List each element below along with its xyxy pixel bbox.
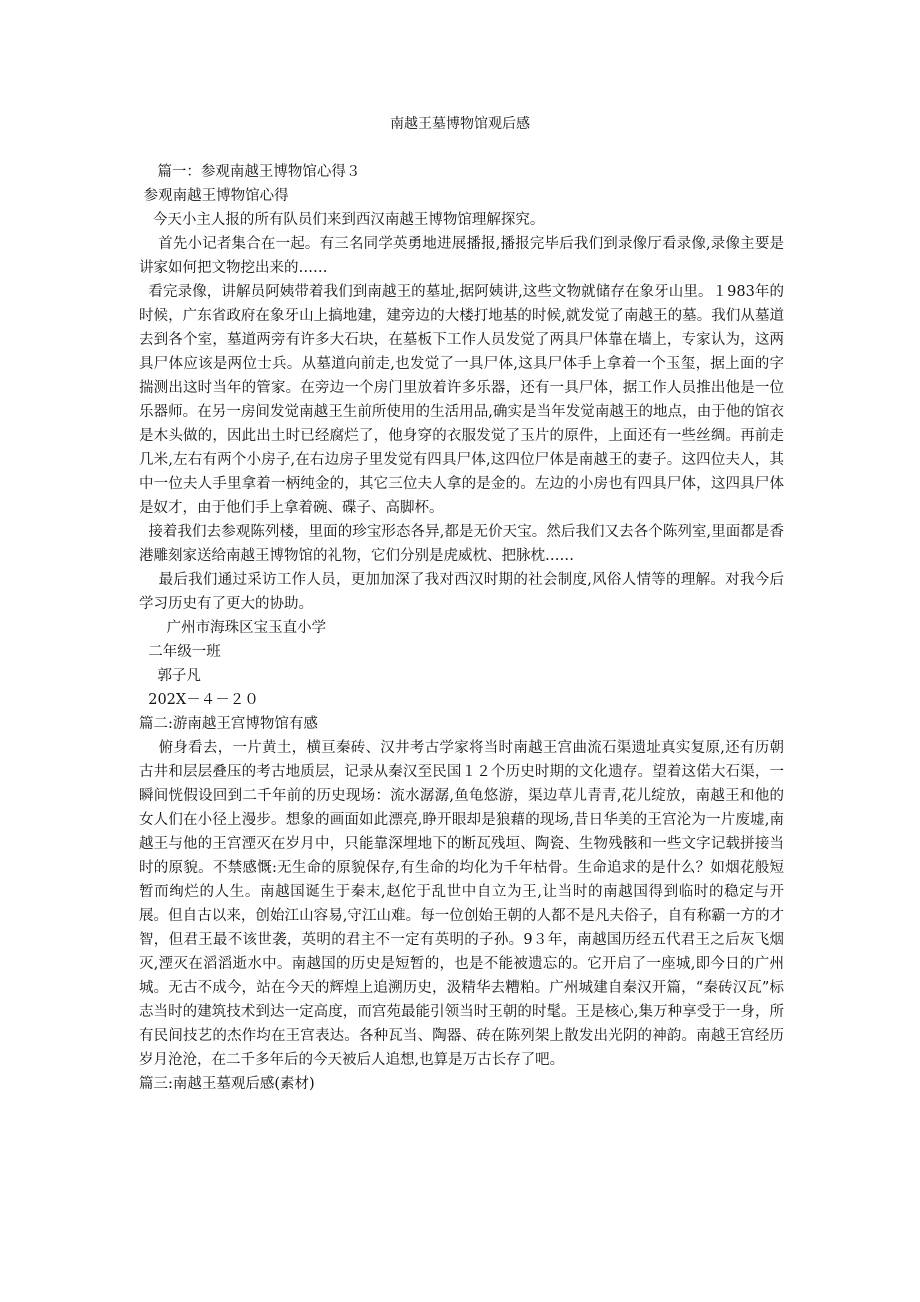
document-body [139,160,784,1096]
paragraph: 今天小主人报的所有队员们来到西汉南越王博物馆理解探究。 [139,212,545,228]
section-heading: 篇三:南越王墓观后感(素材) [139,1076,315,1092]
paragraph: 看完录像，讲解员阿姨带着我们到南越王的墓址,据阿姨讲,这些文物就储存在象牙山里。１983年的时候，广东省政府在象牙山上搞地建，建旁边的大楼打地基的时候,就发觉了南越王的墓。我们从墓道去到各个室，墓道两旁有许多大石块，在墓板下工作人员发觉了两具尸体靠在墙上，专家认为，这两具尸体应该是两位士兵。从墓道向前走,也发觉了一具尸体,这具尸体手上拿着一个玉玺，据上面的字揣测出这时当年的管家。在旁边一个房门里放着许多乐器，还有一具尸体，据工作人员推出他是一位乐器师。在另一房间发觉南越王生前所使用的生活用品,确实是当年发觉南越王的地点，由于他的馆衣是木头做的，因此出土时已经腐烂了，他身穿的衣服发觉了玉片的原件，上面还有一些丝绸。再前走几米,左右有两个小房子,在右边房子里发觉有四具尸体,这四位尸体是南越王的妻子。这四位夫人，其中一位夫人手里拿着一柄纯金的，其它三位夫人拿的是金的。左边的小房也有四具尸体，这四具尸体是奴才，由于他们手上拿着碗、碟子、高脚杯。 [139,284,785,516]
signature-date: 202X－４－２０ [139,692,259,708]
section-heading: 篇二:游南越王宫博物馆有感 [139,716,318,732]
subheading: 参观南越王博物馆心得 [139,188,289,204]
signature-name: 郭子凡 [139,668,201,684]
paragraph: 接着我们去参观陈列楼，里面的珍宝形态各异,都是无价天宝。然后我们又去各个陈列室,里面都是香港雕刻家送给南越王博物馆的礼物，它们分别是虎威枕、把脉枕…… [139,524,785,564]
paragraph: 俯身看去，一片黄土，横亘秦砖、汉井考古学家将当时南越王宫曲流石渠遗址真实复原,还有历朝古井和层层叠压的考古地质层，记录从秦汉至民国１２个历史时期的文化遗存。望着这偌大石渠，一瞬间恍假设回到二千年前的历史现场：流水潺潺,鱼龟悠游，渠边草儿青青,花儿绽放，南越王和他的女人们在小径上漫步。想象的画面如此漂亮,睁开眼却是狼藉的现场,昔日华美的王宫沦为一片废墟,南越王与他的王宫湮灭在岁月中，只能靠深埋地下的断瓦残垣、陶瓷、生物残骸和一些文字记载拼接当时的原貌。不禁感慨:无生命的原貌保存,有生命的均化为千年枯骨。生命追求的是什么？如烟花般短暂而绚烂的人生。南越国诞生于秦末,赵佗于乱世中自立为王,让当时的南越国得到临时的稳定与开展。但自古以来，创始江山容易,守江山难。每一位创始王朝的人都不是凡夫俗子，自有称霸一方的才智，但君王最不该世袭，英明的君主不一定有英明的子孙。9３年，南越国历经五代君王之后灰飞烟灭,湮灭在滔滔逝水中。南越国的历史是短暂的，也是不能被遗忘的。它开启了一座城,即今日的广州城。无古不成今，站在今天的辉煌上追溯历史，汲精华去糟粕。广州城建自秦汉开篇，“秦砖汉瓦”标志当时的建筑技术到达一定高度，而宫苑最能引领当时王朝的时髦。王是核心,集万种享受于一身，所有民间技艺的杰作均在王宫表达。各种瓦当、陶器、砖在陈列架上散发出光阴的神韵。南越王宫经历岁月沧沧，在二千多年后的今天被后人追想,也算是万古长存了吧。 [139,740,785,1068]
document-title: 南越王墓博物馆观后感 [390,116,530,132]
signature-class: 二年级一班 [139,644,221,660]
signature-school: 广州市海珠区宝玉直小学 [139,620,327,636]
section-heading: 篇一：参观南越王博物馆心得３ [139,164,361,180]
paragraph: 最后我们通过采访工作人员，更加加深了我对西汉时期的社会制度,风俗人情等的理解。对我今后学习历史有了更大的协助。 [139,572,785,612]
paragraph: 首先小记者集合在一起。有三名同学英勇地进展播报,播报完毕后我们到录像厅看录像,录像主要是讲家如何把文物挖出来的…… [139,236,785,276]
